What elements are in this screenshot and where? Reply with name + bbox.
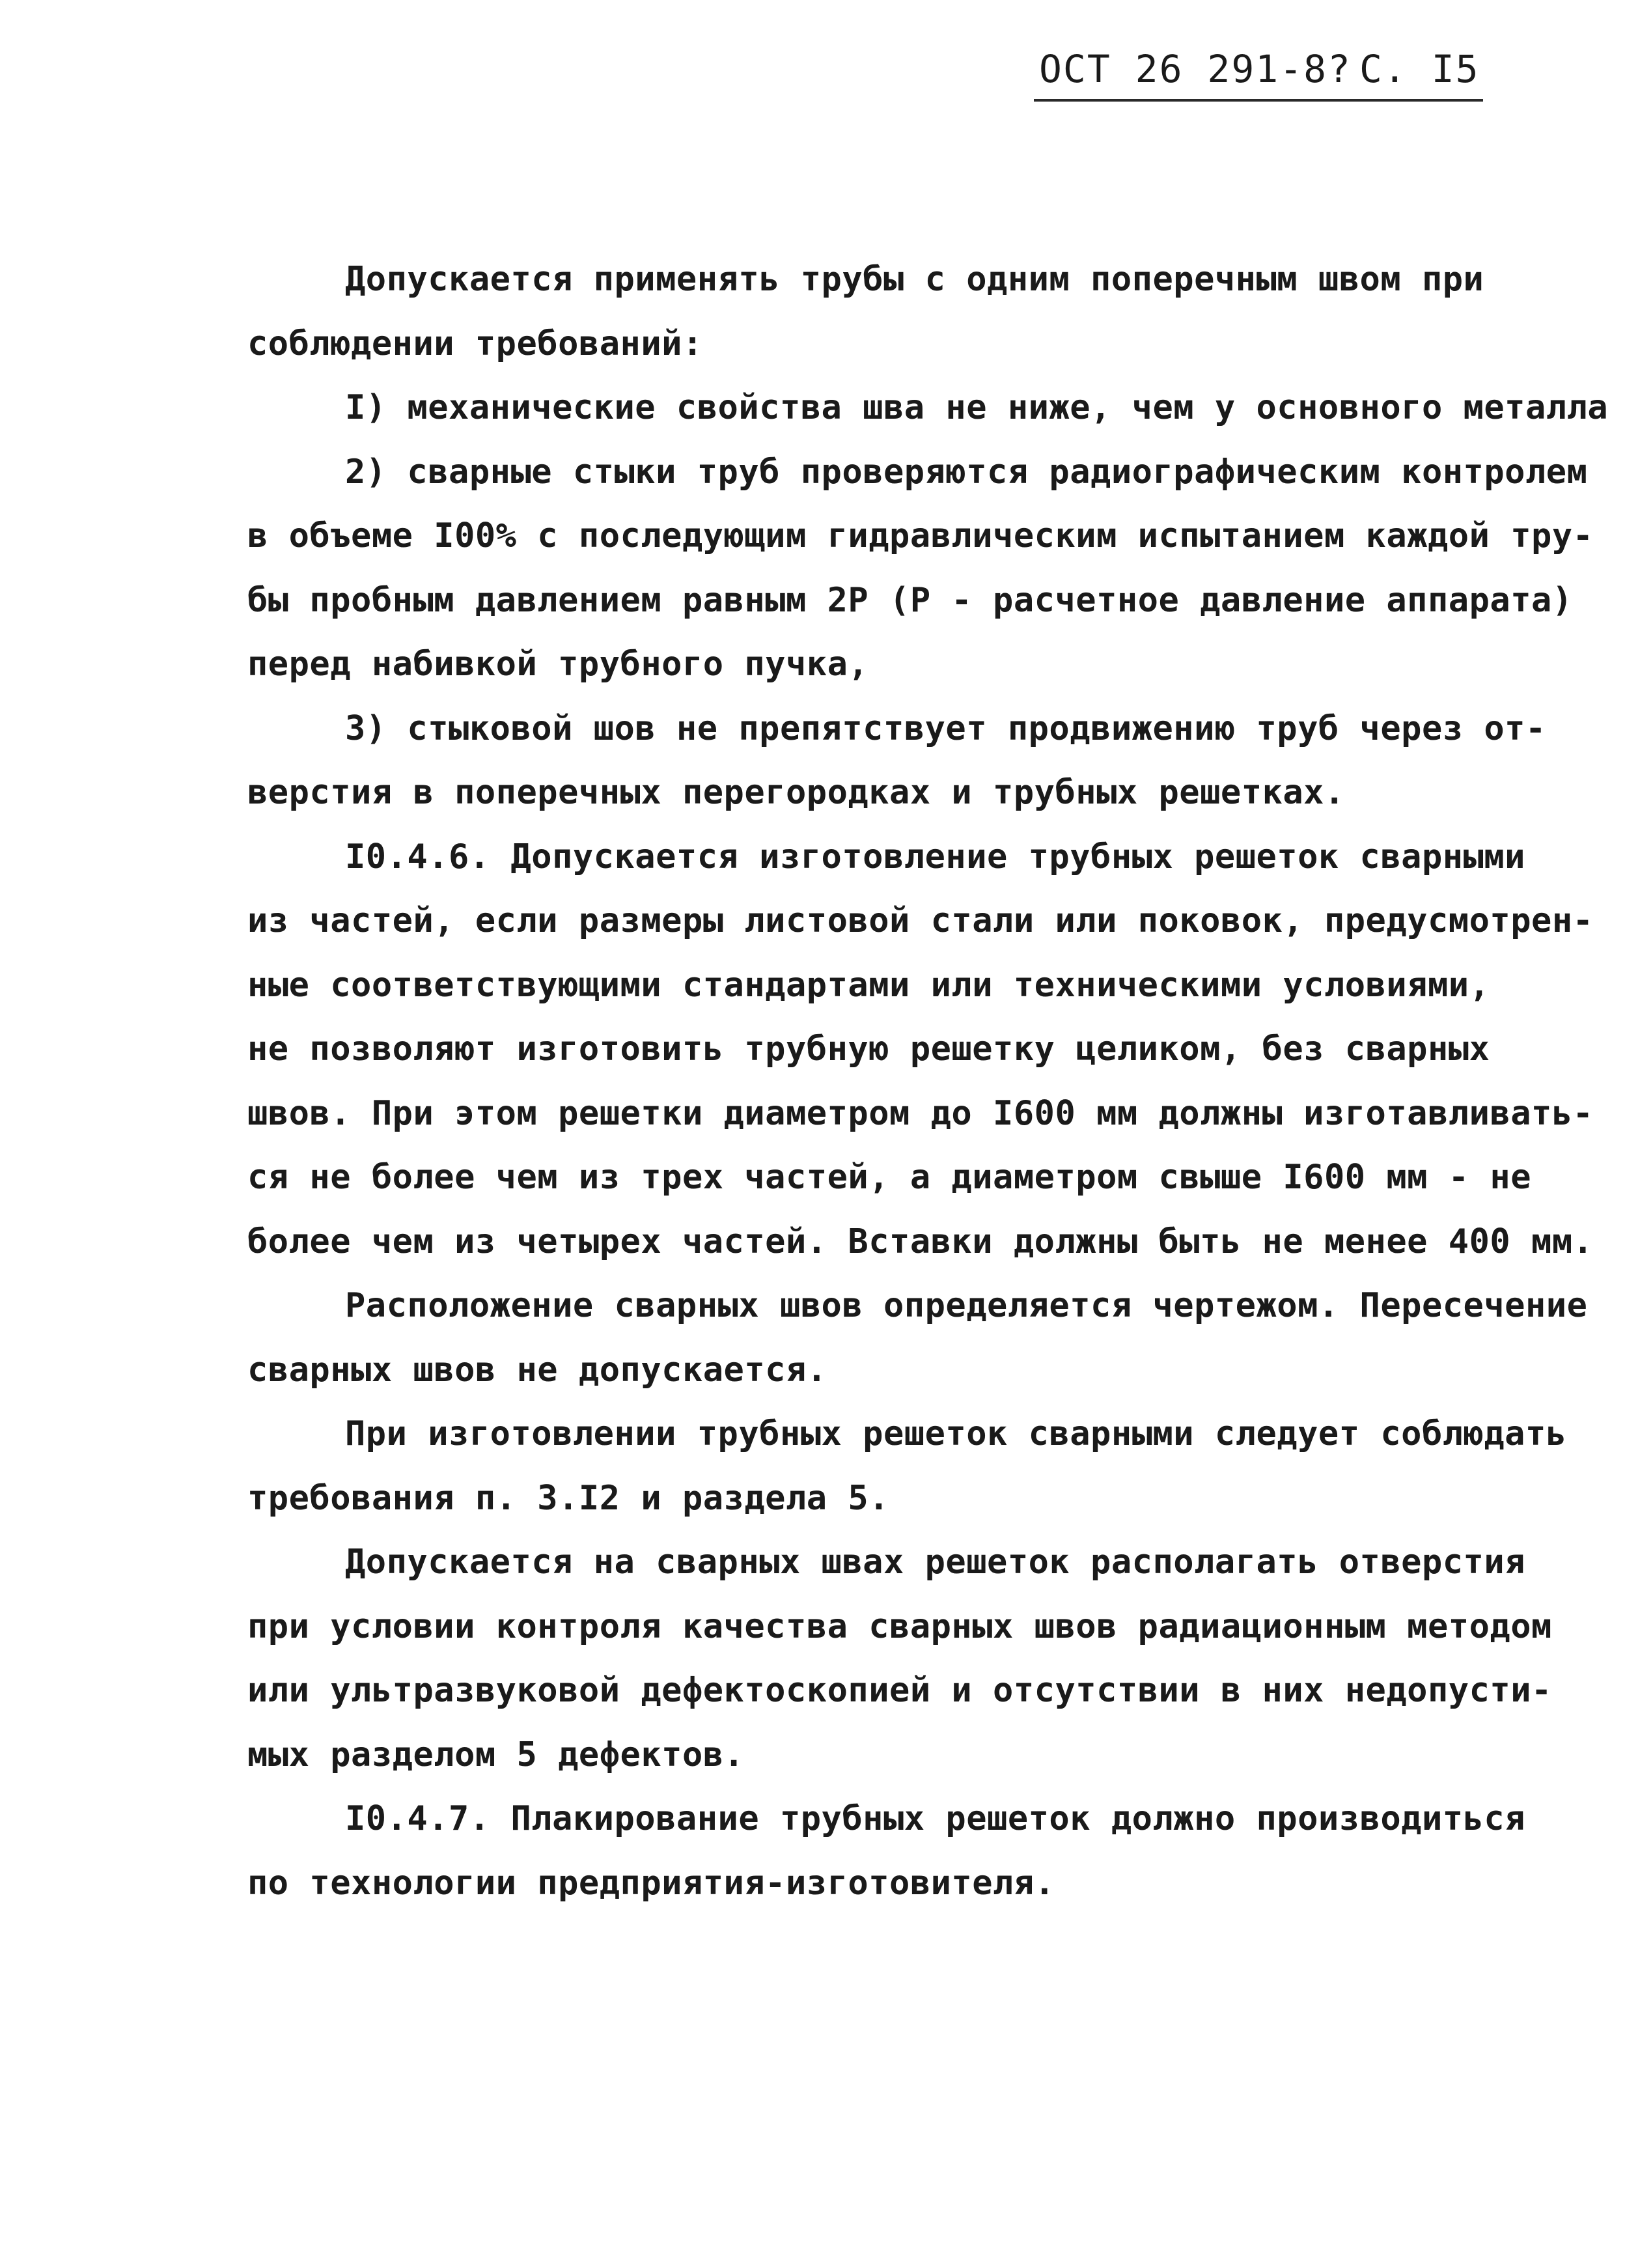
paragraph-p2 <box>247 376 1609 440</box>
paragraph-p3 <box>247 440 1594 697</box>
text-line: 2) сварные стыки труб проверяются радиографическим контролем <box>345 452 1588 492</box>
paragraph-p8 <box>247 1530 1569 1787</box>
header-rule <box>1034 99 1483 102</box>
paragraph-p4 <box>247 697 1569 825</box>
text-line: перед набивкой трубного пучка, <box>247 645 869 684</box>
document-body <box>247 247 1609 1915</box>
text-line: не позволяют изготовить трубную решетку целиком, без сварных <box>247 1029 1490 1069</box>
text-line: Допускается на сварных швах решеток располагать отверстия <box>345 1543 1525 1582</box>
text-line: или ультразвуковой дефектоскопией и отсутствии в них недопусти- <box>247 1671 1552 1710</box>
text-line: требования п. 3.I2 и раздела 5. <box>247 1478 890 1518</box>
text-line: ся не более чем из трех частей, а диаметром свыше I600 мм - не <box>247 1158 1532 1197</box>
paragraph-p1 <box>247 247 1569 376</box>
text-line: соблюдении требований: <box>247 324 703 363</box>
paragraph-p7 <box>247 1402 1569 1530</box>
page-number: С. I5 <box>1359 47 1480 91</box>
paragraph-p5 <box>247 825 1594 1274</box>
text-line: сварных швов не допускается. <box>247 1350 827 1390</box>
text-line: верстия в поперечных перегородках и трубных решетках. <box>247 773 1345 812</box>
text-line: в объеме I00% с последующим гидравлическим испытанием каждой тру- <box>247 516 1594 555</box>
text-line: I0.4.7. Плакирование трубных решеток должно производиться <box>345 1799 1525 1838</box>
text-line: I0.4.6. Допускается изготовление трубных решеток сварными <box>345 837 1525 876</box>
text-line: мых разделом 5 дефектов. <box>247 1735 745 1774</box>
page-header <box>1034 47 1490 104</box>
text-line: 3) стыковой шов не препятствует продвижению труб через от- <box>345 708 1546 748</box>
text-line: бы пробным давлением равным 2Р (Р - расчетное давление аппарата) <box>247 580 1573 620</box>
paragraph-p6 <box>247 1274 1588 1402</box>
text-line: ные соответствующими стандартами или техническими условиями, <box>247 965 1490 1005</box>
text-line: при условии контроля качества сварных швов радиационным методом <box>247 1606 1552 1646</box>
paragraph-p9 <box>247 1787 1569 1915</box>
text-line: При изготовлении трубных решеток сварными следует соблюдать <box>345 1414 1567 1453</box>
text-line: более чем из четырех частей. Вставки должны быть не менее 400 мм. <box>247 1222 1594 1261</box>
text-line: швов. При этом решетки диаметром до I600 мм должны изготавливать- <box>247 1093 1594 1133</box>
text-line: Расположение сварных швов определяется чертежом. Пересечение <box>345 1286 1588 1325</box>
document-code: ОСТ 26 291-8? <box>1039 47 1352 91</box>
text-line: I) механические свойства шва не ниже, чем у основного металла <box>345 388 1609 427</box>
text-line: из частей, если размеры листовой стали или поковок, предусмотрен- <box>247 901 1594 940</box>
text-line: по технологии предприятия-изготовителя. <box>247 1863 1055 1903</box>
text-line: Допускается применять трубы с одним поперечным швом при <box>345 260 1484 299</box>
